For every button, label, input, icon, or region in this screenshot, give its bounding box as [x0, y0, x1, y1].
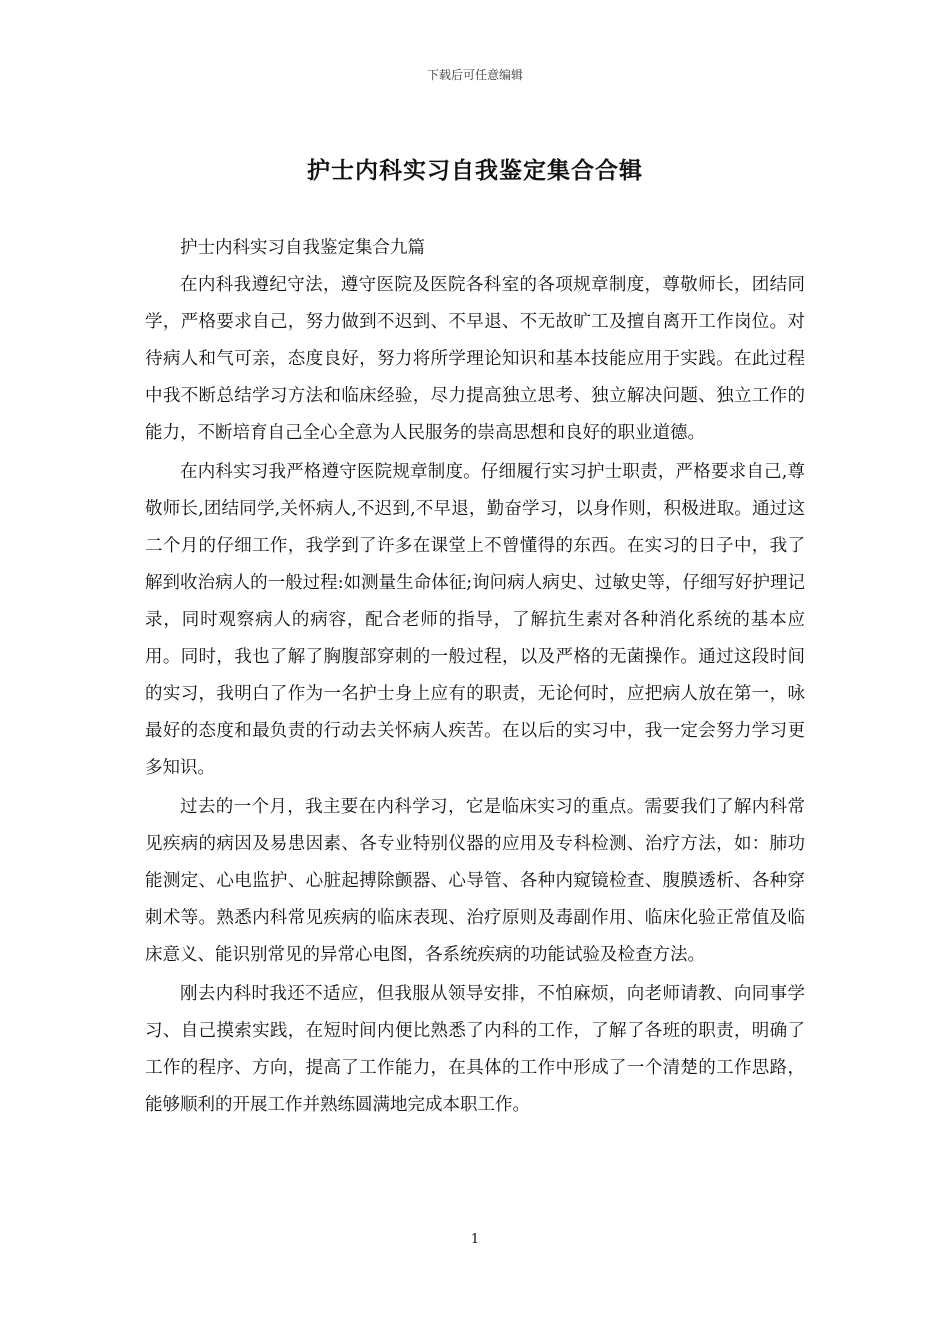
paragraph-2: 在内科实习我严格遵守医院规章制度。仔细履行实习护士职责，严格要求自己,尊敬师长,团结同学,关怀病人,不迟到,不早退，勤奋学习，以身作则，积极进取。通过这二个月的仔细工作，我学到了许多在课堂上不曾懂得的东西。在实习的日子中，我了解到收治病人的一般过程:如测量生命体征;询问病人病史、过敏史等，仔细写好护理记录，同时观察病人的病容，配合老师的指导，了解抗生素对各种消化系统的基本应用。同时，我也了解了胸腹部穿刺的一般过程，以及严格的无菌操作。通过这段时间的实习，我明白了作为一名护士身上应有的职责，无论何时，应把病人放在第一，咏最好的态度和最负责的行动去关怀病人疾苦。在以后的实习中，我一定会努力学习更多知识。 — [145, 462, 805, 778]
document-title: 护士内科实习自我鉴定集合合辑 — [307, 157, 643, 184]
page-header-note: 下载后可任意编辑 — [426, 68, 523, 82]
document-subtitle: 护士内科实习自我鉴定集合九篇 — [180, 238, 425, 258]
document-body — [145, 230, 805, 1126]
paragraph-3: 过去的一个月，我主要在内科学习，它是临床实习的重点。需要我们了解内科常见疾病的病因及易患因素、各专业特别仪器的应用及专科检测、治疗方法，如：肺功能测定、心电监护、心脏起搏除颤器、心导管、各种内窥镜检查、腹膜透析、各种穿刺术等。熟悉内科常见疾病的临床表现、治疗原则及毒副作用、临床化验正常值及临床意义、能识别常见的异常心电图，各系统疾病的功能试验及检查方法。 — [145, 797, 805, 965]
paragraph-4: 刚去内科时我还不适应，但我服从领导安排，不怕麻烦，向老师请教、向同事学习、自己摸索实践，在短时间内便比熟悉了内科的工作，了解了各班的职责，明确了工作的程序、方向，提高了工作能力，在具体的工作中形成了一个清楚的工作思路，能够顺利的开展工作并熟练圆满地完成本职工作。 — [145, 984, 805, 1115]
page-number: 1 — [470, 1232, 480, 1247]
paragraph-1: 在内科我遵纪守法，遵守医院及医院各科室的各项规章制度，尊敬师长，团结同学，严格要求自己，努力做到不迟到、不早退、不无故旷工及擅自离开工作岗位。对待病人和气可亲，态度良好，努力将所学理论知识和基本技能应用于实践。在此过程中我不断总结学习方法和临床经验，尽力提高独立思考、独立解决问题、独立工作的能力，不断培育自己全心全意为人民服务的崇高思想和良好的职业道德。 — [145, 275, 805, 443]
